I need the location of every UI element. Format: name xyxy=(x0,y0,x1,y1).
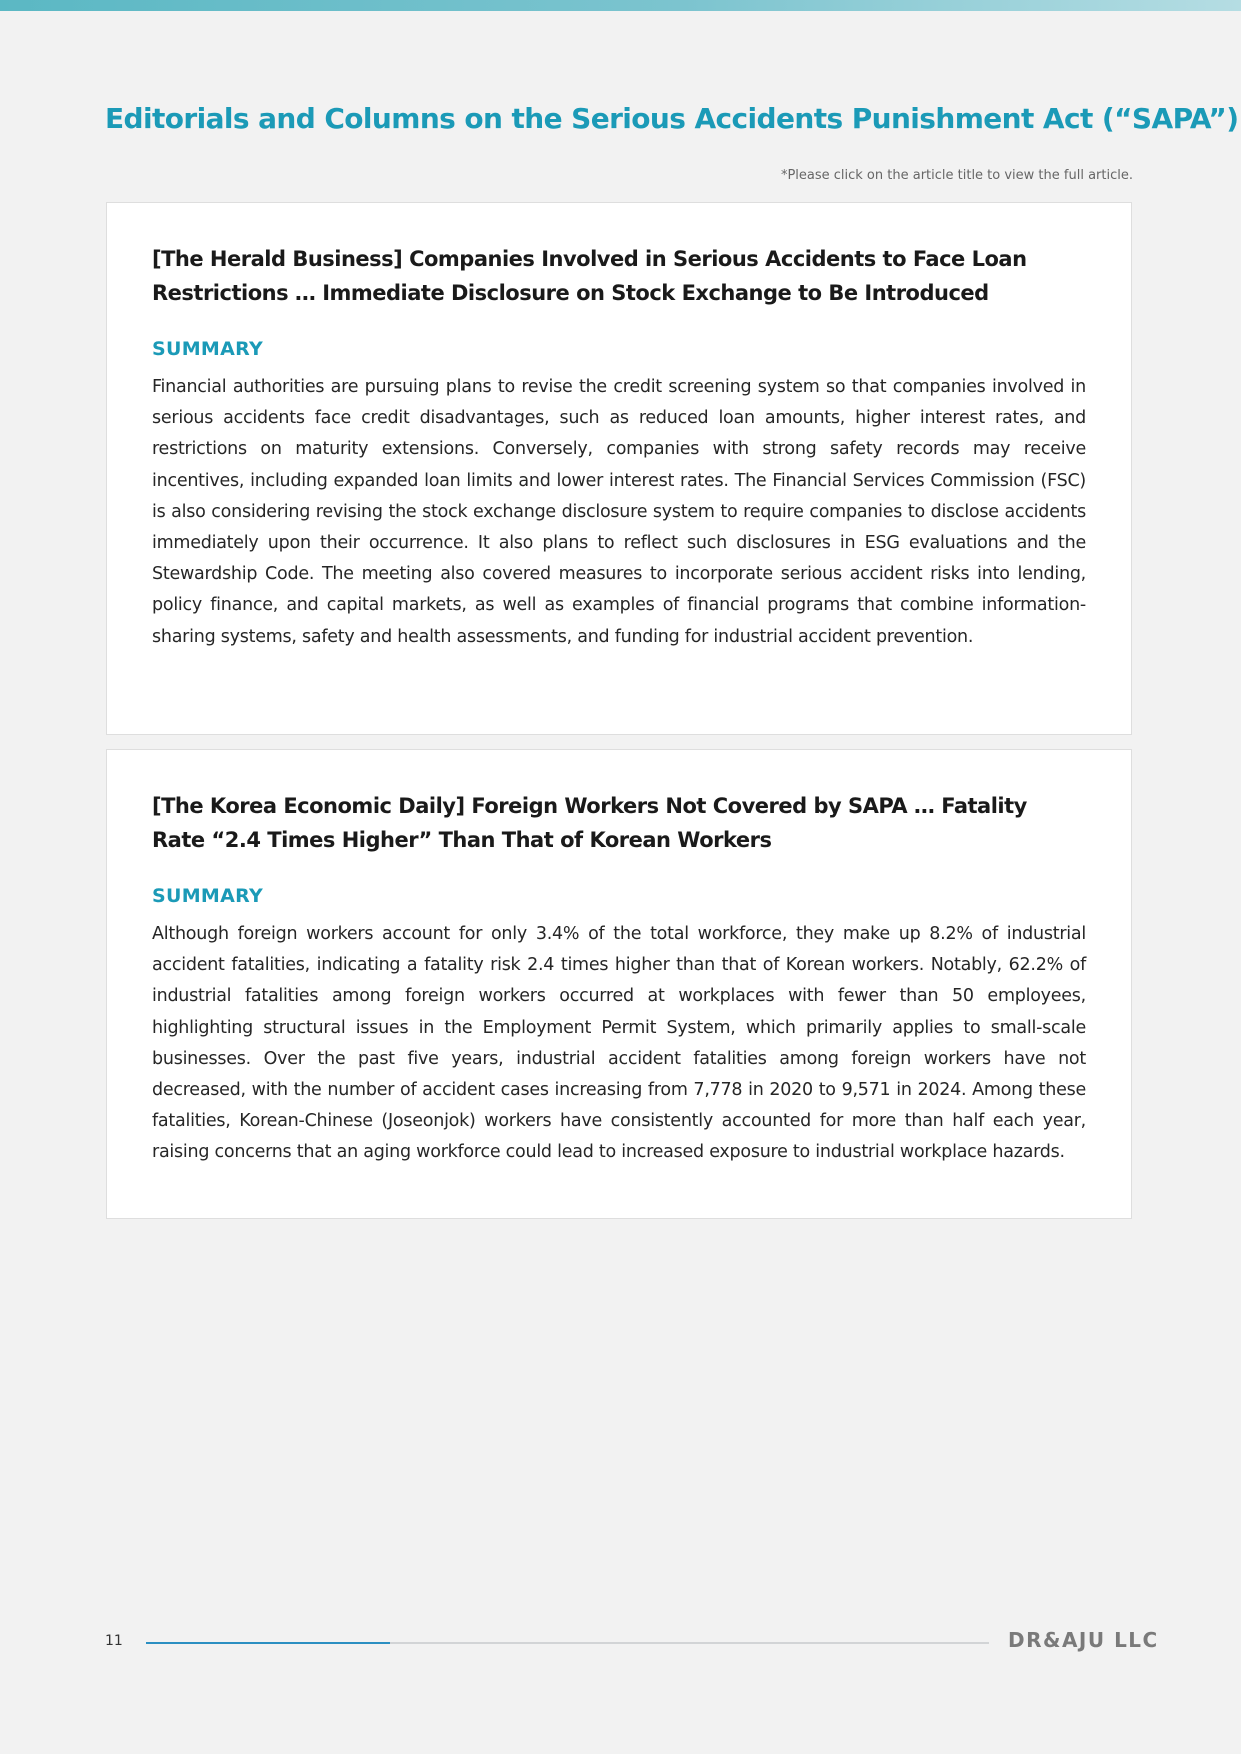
brand-logo-text: DR&AJU LLC xyxy=(1008,1628,1159,1652)
summary-label: SUMMARY xyxy=(152,885,264,907)
summary-label: SUMMARY xyxy=(152,338,264,360)
page-title: Editorials and Columns on the Serious Accidents Punishment Act (“SAPA”) xyxy=(105,102,1239,135)
article-title-link[interactable]: [The Korea Economic Daily] Foreign Workers Not Covered by SAPA … Fatality Rate “2.4 Times Higher” Than That of Korean Workers xyxy=(152,794,1027,852)
click-note: *Please click on the article title to view the full article. xyxy=(780,168,1133,183)
article-title-link[interactable]: [The Herald Business] Companies Involved in Serious Accidents to Face Loan Restrictions … Immediate Disclosure on Stock Exchange to Be Introduced xyxy=(152,247,1027,305)
summary-text: Although foreign workers account for only 3.4% of the total workforce, they make up 8.2% of industrial accident fatalities, indicating a fatality risk 2.4 times higher than that of Korean workers. Notably, 62.2% of industrial fatalities among foreign workers occurred at workplaces with fewer than 50 employees, highlighting structural issues in the Employment Permit System, which primarily applies to small-scale businesses. Over the past five years, industrial accident fatalities among foreign workers have not decreased, with the number of accident cases increasing from 7,778 in 2020 to 9,571 in 2024. Among these fatalities, Korean-Chinese (Joseonjok) workers have consistently accounted for more than half each year, raising concerns that an aging workforce could lead to increased exposure to industrial workplace hazards. xyxy=(152,924,1086,1163)
page-number: 11 xyxy=(105,1633,123,1649)
article-card xyxy=(106,749,1132,1219)
page-progress-track xyxy=(146,1642,989,1644)
summary-text: Financial authorities are pursuing plans to revise the credit screening system so that companies involved in serious accidents face credit disadvantages, such as reduced loan amounts, higher interest rates, and restrictions on maturity extensions. Conversely, companies with strong safety records may receive incentives, including expanded loan limits and lower interest rates. The Financial Services Commission (FSC) is also considering revising the stock exchange disclosure system to require companies to disclose accidents immediately upon their occurrence. It also plans to reflect such disclosures in ESG evaluations and the Stewardship Code. The meeting also covered measures to incorporate serious accident risks into lending, policy finance, and capital markets, as well as examples of financial programs that combine information-sharing systems, safety and health assessments, and funding for industrial accident prevention. xyxy=(152,377,1086,647)
page-progress-fill xyxy=(146,1642,390,1644)
article-card xyxy=(106,202,1132,735)
top-accent-bar xyxy=(0,0,1241,11)
